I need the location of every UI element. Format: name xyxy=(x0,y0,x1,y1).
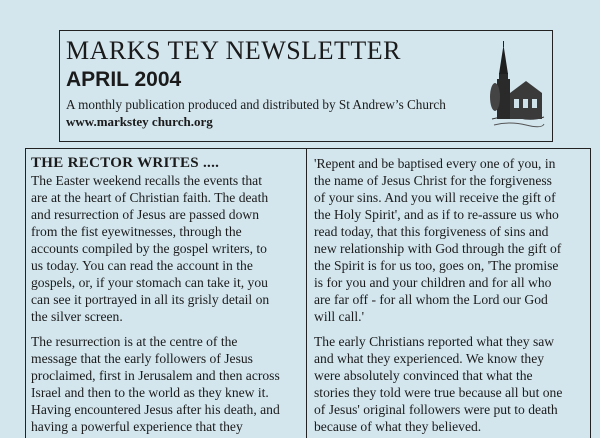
text-line: new relationship with God through the gift of xyxy=(314,241,562,256)
text-line: the silver screen. xyxy=(31,309,123,324)
church-illustration xyxy=(490,41,546,133)
text-line: are at the heart of Christian faith. The death xyxy=(31,190,269,205)
text-line: proclaimed, first in Jerusalem and then across xyxy=(31,368,280,383)
text-line: of your sins. And you will receive the gift of xyxy=(314,190,556,205)
text-line: Having encountered Jesus after his death, and xyxy=(31,402,280,417)
text-line: read today, that this forgiveness of sins and xyxy=(314,224,549,239)
website-link[interactable]: www.markstey church.org xyxy=(66,114,213,129)
text-line: Israel and then to the world as they knew it. xyxy=(31,385,269,400)
text-line: is for you and your children and for all who xyxy=(314,275,552,290)
paragraph xyxy=(31,172,301,325)
text-line: were absolutely convinced that what the xyxy=(314,368,533,383)
newsletter-title: MARKS TEY NEWSLETTER xyxy=(66,36,401,65)
text-line: having a powerful experience that they xyxy=(31,419,243,434)
text-line: The early Christians reported what they saw xyxy=(314,334,555,349)
rector-column xyxy=(25,148,307,438)
text-line: will call.' xyxy=(314,309,365,324)
text-line: and what they experienced. We know they xyxy=(314,351,545,366)
continued-column xyxy=(307,148,591,438)
text-line: from the fist eyewitnesses, through the xyxy=(31,224,242,239)
text-line: accounts compiled by the gospel writers, to xyxy=(31,241,267,256)
paragraph xyxy=(314,155,585,325)
text-line: stories they told were true because all but one xyxy=(314,385,563,400)
text-line: the Spirit is for us too, goes on, 'The promise xyxy=(314,258,559,273)
text-line: message that the early followers of Jesus xyxy=(31,351,253,366)
issue-date: APRIL 2004 xyxy=(66,68,182,91)
paragraph xyxy=(314,333,585,435)
text-line: because of what they believed. xyxy=(314,419,482,434)
text-line: the Holy Spirit', and as if to re-assure us who xyxy=(314,207,559,222)
masthead-subtitle: A monthly publication produced and distributed by St Andrew’s Church xyxy=(66,97,446,112)
text-line: and resurrection of Jesus are passed down xyxy=(31,207,260,222)
text-line: us today. You can read the account in the xyxy=(31,258,253,273)
paragraph xyxy=(31,333,301,435)
text-line: 'Repent and be baptised every one of you, in xyxy=(314,156,556,171)
text-line: The Easter weekend recalls the events that xyxy=(31,173,262,188)
text-line: the name of Jesus Christ for the forgiveness xyxy=(314,173,552,188)
text-line: can see it portrayed in all its grisly detail on xyxy=(31,292,270,307)
rector-heading: THE RECTOR WRITES .... xyxy=(31,155,220,171)
masthead xyxy=(59,30,553,142)
text-line: The resurrection is at the centre of the xyxy=(31,334,238,349)
text-line: gospels, or, if your stomach can take it, you xyxy=(31,275,268,290)
text-line: of Jesus' original followers were put to death xyxy=(314,402,558,417)
text-line: are far off - for all whom the Lord our God xyxy=(314,292,548,307)
